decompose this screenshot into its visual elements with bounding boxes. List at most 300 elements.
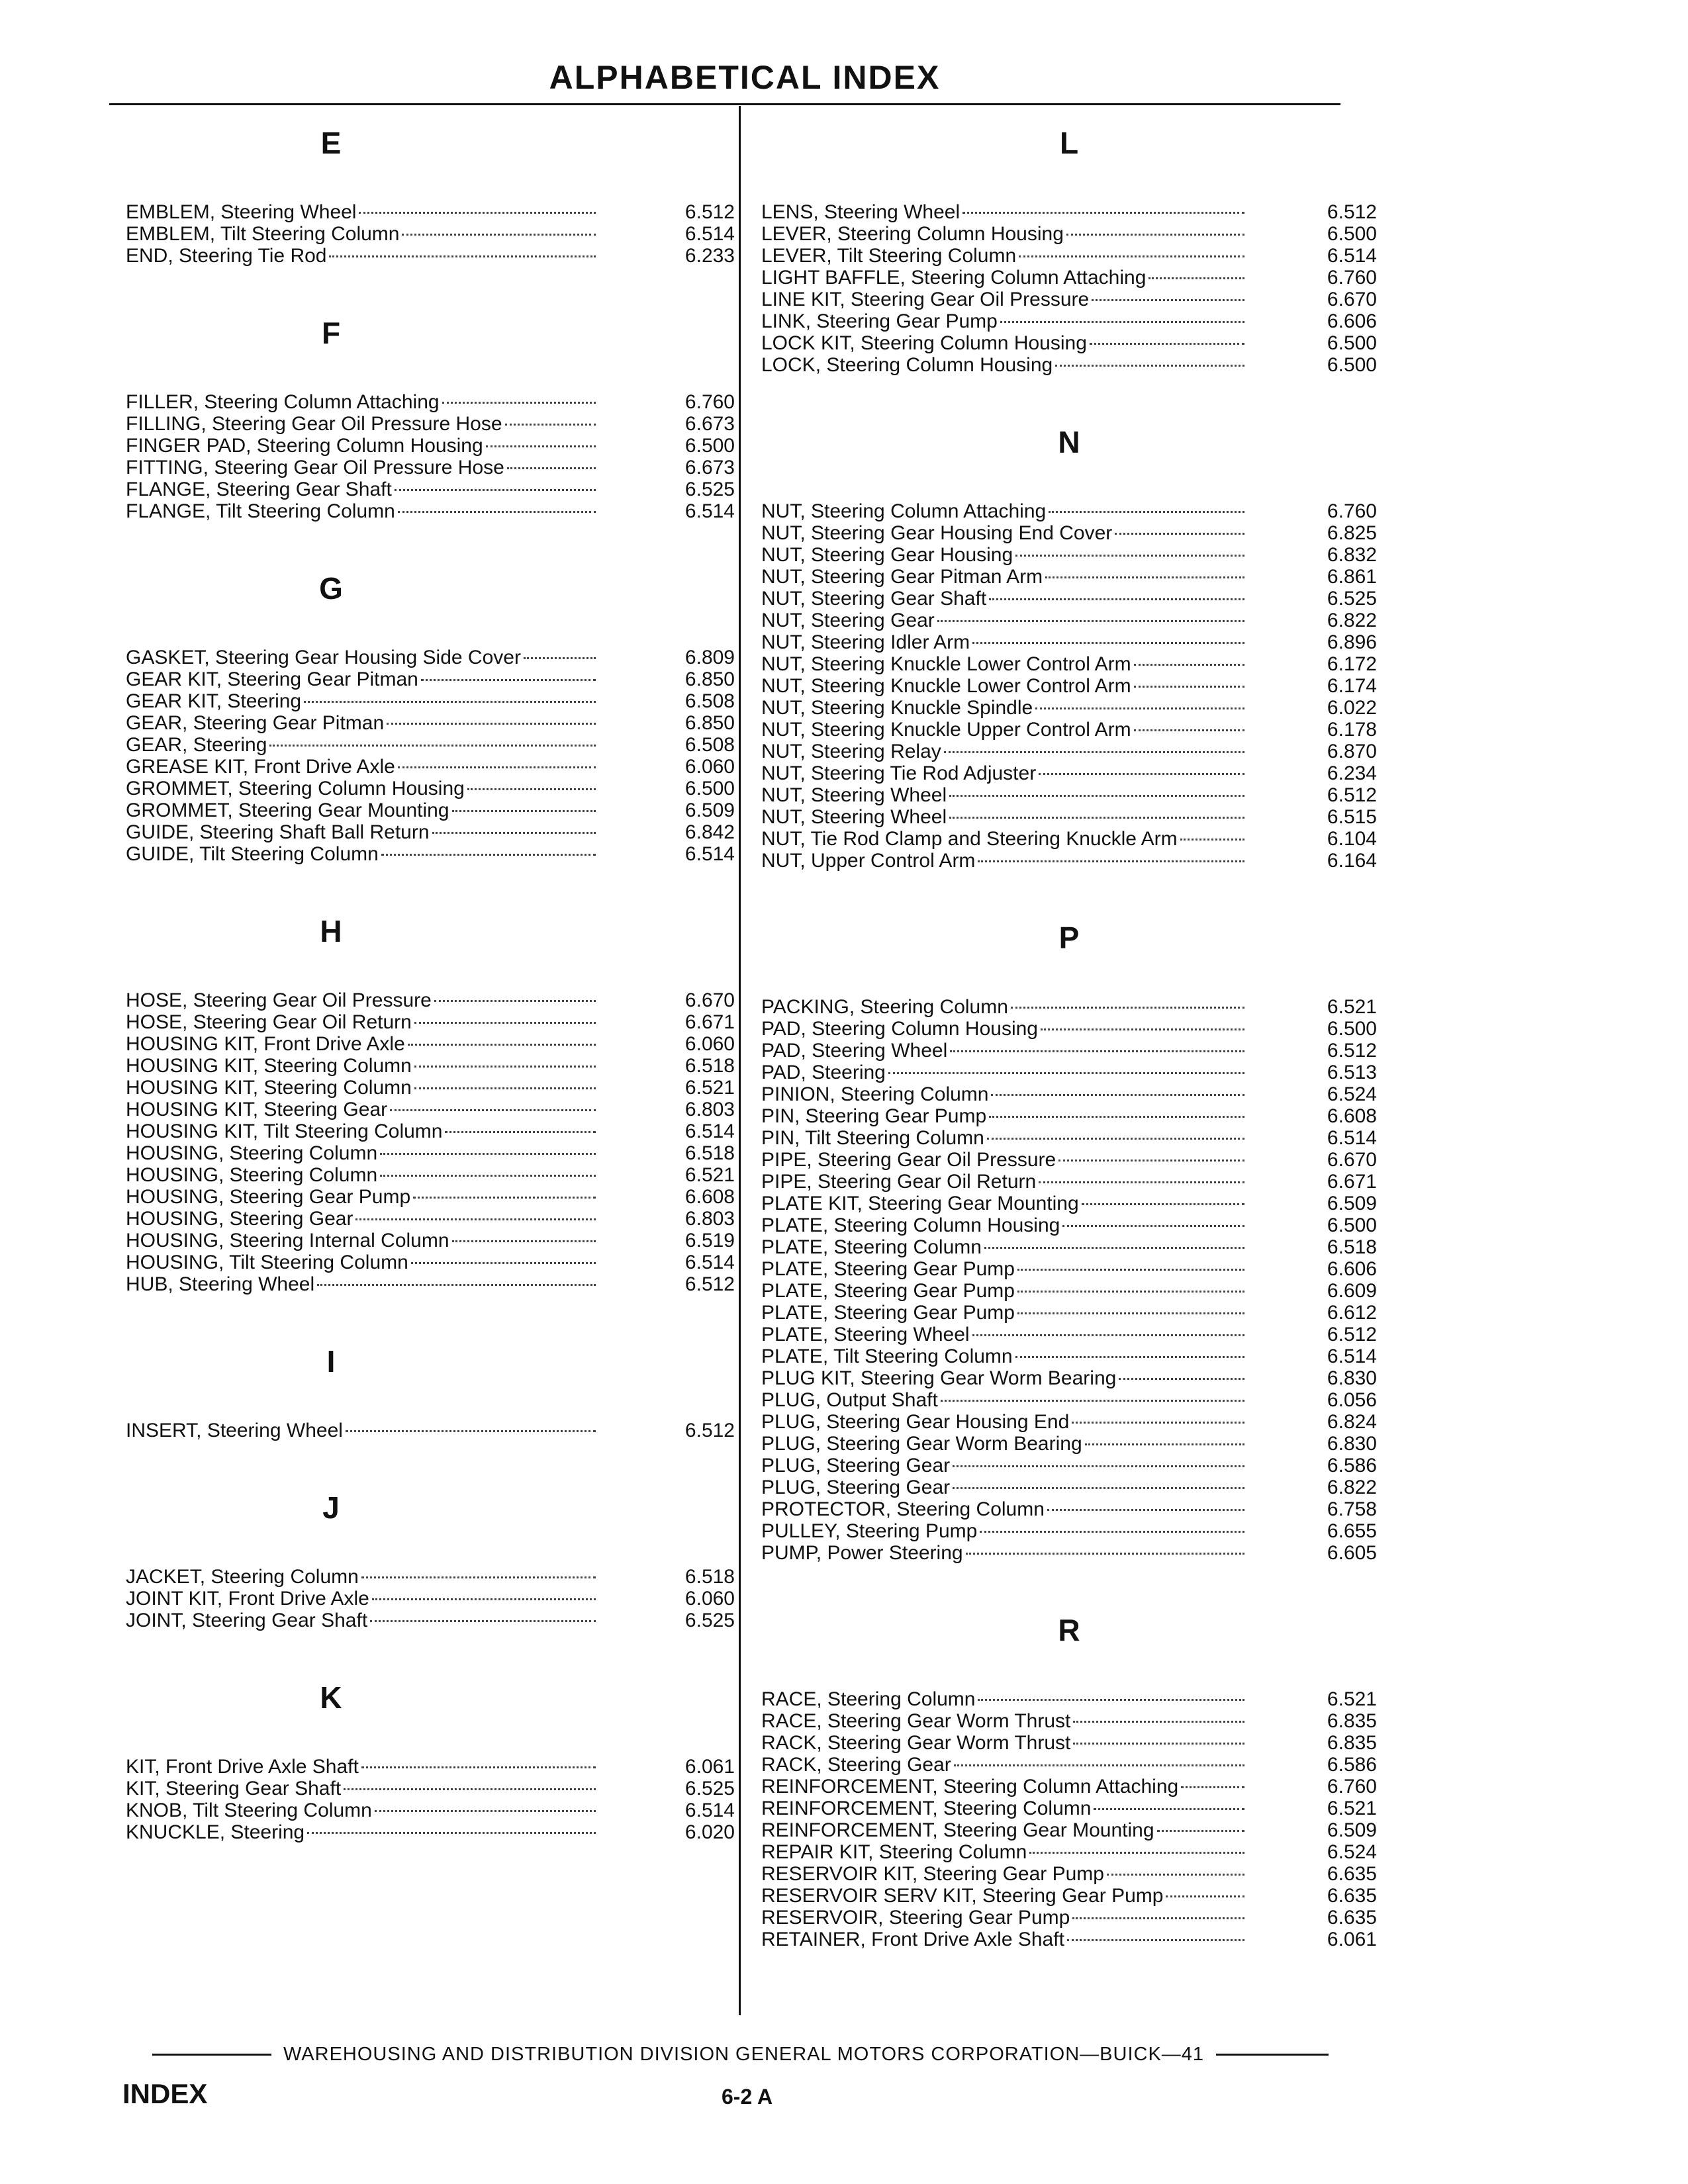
- dot-leader: [1058, 1160, 1244, 1161]
- entry-name: GEAR, Steering: [126, 734, 267, 756]
- index-entry: [761, 610, 1377, 631]
- dot-leader: [1019, 255, 1244, 257]
- index-entry: [126, 690, 735, 712]
- dot-leader: [991, 1094, 1244, 1096]
- index-entry: [761, 1477, 1377, 1498]
- index-entry: [761, 1863, 1377, 1885]
- entry-page-number: 6.508: [684, 734, 735, 756]
- dot-leader: [408, 1044, 596, 1046]
- entry-page-number: 6.512: [684, 1273, 735, 1295]
- index-entry: [126, 1799, 735, 1821]
- index-entry: [126, 1120, 735, 1142]
- index-entry: [761, 1083, 1377, 1105]
- entry-page-number: 6.525: [1327, 588, 1377, 610]
- entry-page-number: 6.056: [1327, 1389, 1377, 1411]
- entry-name: RACE, Steering Gear Worm Thrust: [761, 1710, 1071, 1732]
- entry-page-number: 6.500: [684, 778, 735, 799]
- index-entry: [126, 712, 735, 734]
- entry-name: PAD, Steering: [761, 1062, 886, 1083]
- index-entry: [126, 500, 735, 522]
- entry-list: [126, 391, 735, 522]
- index-entry: [126, 1011, 735, 1033]
- index-entry: [761, 828, 1377, 850]
- entry-name: RESERVOIR SERV KIT, Steering Gear Pump: [761, 1885, 1164, 1907]
- entry-name: KIT, Steering Gear Shaft: [126, 1778, 342, 1799]
- entry-page-number: 6.758: [1327, 1498, 1377, 1520]
- index-entry: [126, 1142, 735, 1164]
- index-entry: [761, 566, 1377, 588]
- index-entry: [126, 413, 735, 435]
- index-entry: [761, 719, 1377, 741]
- entry-name: REINFORCEMENT, Steering Column: [761, 1797, 1092, 1819]
- entry-page-number: 6.514: [684, 1251, 735, 1273]
- entry-name: NUT, Steering Wheel: [761, 806, 947, 828]
- section-letter: H: [320, 914, 342, 948]
- index-entry: [761, 522, 1377, 544]
- dot-leader: [375, 1810, 596, 1812]
- entry-page-number: 6.060: [684, 1588, 735, 1610]
- dot-leader: [395, 489, 596, 491]
- index-entry: [761, 675, 1377, 697]
- entry-page-number: 6.060: [684, 756, 735, 778]
- dot-leader: [1082, 1203, 1244, 1205]
- dot-leader: [411, 1262, 596, 1264]
- index-entry: [126, 989, 735, 1011]
- entry-page-number: 6.850: [684, 668, 735, 690]
- dot-leader: [937, 620, 1244, 622]
- dot-leader: [370, 1620, 596, 1622]
- entry-page-number: 6.760: [1327, 500, 1377, 522]
- entry-list: [126, 989, 735, 1295]
- entry-name: PULLEY, Steering Pump: [761, 1520, 978, 1542]
- index-entry: [761, 1776, 1377, 1797]
- dot-leader: [987, 1138, 1244, 1140]
- entry-page-number: 6.830: [1327, 1433, 1377, 1455]
- dot-leader: [989, 1116, 1244, 1118]
- entry-name: NUT, Steering Column Attaching: [761, 500, 1047, 522]
- entry-name: HOUSING, Steering Internal Column: [126, 1230, 449, 1251]
- entry-name: RESERVOIR, Steering Gear Pump: [761, 1907, 1070, 1929]
- entry-name: PLUG, Steering Gear Worm Bearing: [761, 1433, 1082, 1455]
- entry-name: GROMMET, Steering Gear Mounting: [126, 799, 449, 821]
- entry-name: PACKING, Steering Column: [761, 996, 1008, 1018]
- entry-page-number: 6.842: [684, 821, 735, 843]
- entry-name: GUIDE, Tilt Steering Column: [126, 843, 379, 865]
- dot-leader: [1134, 729, 1244, 731]
- dot-leader: [984, 1247, 1244, 1249]
- entry-page-number: 6.609: [1327, 1280, 1377, 1302]
- dot-leader: [978, 1699, 1244, 1701]
- dot-leader: [888, 1072, 1244, 1074]
- entry-name: END, Steering Tie Rod: [126, 245, 327, 267]
- dot-leader: [402, 234, 596, 236]
- entry-page-number: 6.586: [1327, 1455, 1377, 1477]
- index-entry: [761, 1171, 1377, 1193]
- entry-page-number: 6.861: [1327, 566, 1377, 588]
- entry-page-number: 6.670: [1327, 1149, 1377, 1171]
- entry-list: [126, 1420, 735, 1441]
- entry-name: LENS, Steering Wheel: [761, 201, 961, 223]
- entry-name: LEVER, Steering Column Housing: [761, 223, 1064, 245]
- entry-page-number: 6.518: [684, 1566, 735, 1588]
- left-index-column: [126, 119, 735, 1843]
- entry-name: HOUSING KIT, Steering Gear: [126, 1099, 388, 1120]
- entry-name: GASKET, Steering Gear Housing Side Cover: [126, 647, 521, 668]
- entry-page-number: 6.525: [684, 1778, 735, 1799]
- entry-page-number: 6.896: [1327, 631, 1377, 653]
- index-entry: [761, 1433, 1377, 1455]
- dot-leader: [346, 1430, 596, 1432]
- section-letter: L: [1059, 126, 1079, 160]
- dot-leader: [1000, 321, 1244, 323]
- entry-page-number: 6.825: [1327, 522, 1377, 544]
- entry-name: NUT, Steering Gear Shaft: [761, 588, 987, 610]
- dot-leader: [1039, 773, 1244, 775]
- index-entry: [126, 457, 735, 478]
- entry-name: PIN, Tilt Steering Column: [761, 1127, 984, 1149]
- index-section-f: [126, 309, 735, 522]
- dot-leader: [387, 723, 596, 725]
- index-entry: [761, 1885, 1377, 1907]
- index-entry: [126, 223, 735, 245]
- index-section-l: [761, 119, 1377, 376]
- entry-page-number: 6.809: [684, 647, 735, 668]
- entry-page-number: 6.670: [1327, 289, 1377, 310]
- dot-leader: [381, 854, 596, 856]
- dot-leader: [390, 1109, 596, 1111]
- index-entry: [126, 821, 735, 843]
- section-letter: K: [320, 1680, 342, 1715]
- entry-name: JACKET, Steering Column: [126, 1566, 359, 1588]
- entry-page-number: 6.608: [1327, 1105, 1377, 1127]
- entry-page-number: 6.521: [1327, 996, 1377, 1018]
- index-entry: [126, 391, 735, 413]
- index-entry: [126, 756, 735, 778]
- dot-leader: [413, 1197, 596, 1199]
- entry-name: KNUCKLE, Steering: [126, 1821, 305, 1843]
- entry-name: HOUSING KIT, Front Drive Axle: [126, 1033, 405, 1055]
- index-entry: [761, 223, 1377, 245]
- entry-name: HOUSING, Tilt Steering Column: [126, 1251, 408, 1273]
- entry-name: HOUSING KIT, Steering Column: [126, 1077, 412, 1099]
- dot-leader: [1134, 686, 1244, 688]
- index-entry: [126, 201, 735, 223]
- index-entry: [126, 435, 735, 457]
- entry-page-number: 6.673: [684, 457, 735, 478]
- entry-name: NUT, Steering Knuckle Lower Control Arm: [761, 675, 1131, 697]
- dot-leader: [1094, 1808, 1244, 1810]
- entry-name: HOSE, Steering Gear Oil Pressure: [126, 989, 432, 1011]
- entry-list: [761, 201, 1377, 376]
- index-entry: [761, 1367, 1377, 1389]
- index-entry: [761, 1819, 1377, 1841]
- index-entry: [761, 354, 1377, 376]
- entry-name: PLUG KIT, Steering Gear Worm Bearing: [761, 1367, 1117, 1389]
- entry-page-number: 6.832: [1327, 544, 1377, 566]
- entry-page-number: 6.612: [1327, 1302, 1377, 1324]
- dot-leader: [950, 1050, 1244, 1052]
- entry-list: [761, 996, 1377, 1564]
- entry-name: RACK, Steering Gear: [761, 1754, 951, 1776]
- dot-leader: [1049, 511, 1244, 513]
- entry-list: [126, 1566, 735, 1631]
- entry-page-number: 6.850: [684, 712, 735, 734]
- entry-page-number: 6.605: [1327, 1542, 1377, 1564]
- entry-page-number: 6.500: [684, 435, 735, 457]
- dot-leader: [962, 212, 1244, 214]
- entry-name: EMBLEM, Steering Wheel: [126, 201, 357, 223]
- index-entry: [761, 850, 1377, 872]
- entry-name: HOUSING, Steering Gear Pump: [126, 1186, 411, 1208]
- dot-leader: [380, 1175, 596, 1177]
- index-section-n: [761, 418, 1377, 872]
- dot-leader: [1015, 555, 1244, 557]
- entry-page-number: 6.234: [1327, 762, 1377, 784]
- right-index-column: [761, 119, 1377, 1950]
- index-entry: [761, 245, 1377, 267]
- dot-leader: [972, 642, 1244, 644]
- dot-leader: [361, 1576, 596, 1578]
- entry-page-number: 6.514: [684, 843, 735, 865]
- entry-name: PIPE, Steering Gear Oil Pressure: [761, 1149, 1056, 1171]
- index-entry: [126, 1420, 735, 1441]
- dot-leader: [307, 1832, 596, 1834]
- dot-leader: [1180, 839, 1244, 841]
- index-entry: [761, 784, 1377, 806]
- dot-leader: [269, 745, 596, 747]
- footer-section-label: INDEX: [122, 2078, 208, 2109]
- entry-page-number: 6.824: [1327, 1411, 1377, 1433]
- entry-page-number: 6.822: [1327, 610, 1377, 631]
- dot-leader: [1067, 1939, 1244, 1941]
- dot-leader: [507, 467, 596, 469]
- entry-name: LIGHT BAFFLE, Steering Column Attaching: [761, 267, 1147, 289]
- column-divider: [739, 106, 741, 2015]
- dot-leader: [1073, 1721, 1244, 1723]
- entry-name: LEVER, Tilt Steering Column: [761, 245, 1017, 267]
- entry-page-number: 6.512: [684, 201, 735, 223]
- entry-page-number: 6.514: [684, 500, 735, 522]
- entry-name: HOUSING KIT, Tilt Steering Column: [126, 1120, 443, 1142]
- index-entry: [761, 1302, 1377, 1324]
- index-entry: [126, 1230, 735, 1251]
- entry-page-number: 6.174: [1327, 675, 1377, 697]
- entry-page-number: 6.803: [684, 1208, 735, 1230]
- entry-page-number: 6.519: [684, 1230, 735, 1251]
- entry-name: FLANGE, Tilt Steering Column: [126, 500, 395, 522]
- entry-name: REINFORCEMENT, Steering Column Attaching: [761, 1776, 1179, 1797]
- entry-name: NUT, Steering Gear Housing: [761, 544, 1013, 566]
- entry-name: FILLER, Steering Column Attaching: [126, 391, 440, 413]
- entry-name: NUT, Steering Wheel: [761, 784, 947, 806]
- dot-leader: [1055, 365, 1244, 367]
- index-entry: [126, 1033, 735, 1055]
- dot-leader: [966, 1553, 1244, 1555]
- entry-page-number: 6.500: [1327, 1214, 1377, 1236]
- entry-name: HOSE, Steering Gear Oil Return: [126, 1011, 412, 1033]
- entry-name: EMBLEM, Tilt Steering Column: [126, 223, 400, 245]
- entry-page-number: 6.521: [684, 1164, 735, 1186]
- dot-leader: [1029, 1852, 1244, 1854]
- index-entry: [761, 1127, 1377, 1149]
- dot-leader: [944, 751, 1244, 753]
- index-entry: [761, 1018, 1377, 1040]
- index-entry: [761, 741, 1377, 762]
- dot-leader: [414, 1022, 596, 1024]
- entry-page-number: 6.671: [684, 1011, 735, 1033]
- footer-page-number: 6-2 A: [722, 2085, 773, 2109]
- entry-page-number: 6.521: [684, 1077, 735, 1099]
- dot-leader: [1149, 277, 1244, 279]
- entry-name: KIT, Front Drive Axle Shaft: [126, 1756, 359, 1778]
- entry-name: FILLING, Steering Gear Oil Pressure Hose: [126, 413, 502, 435]
- dot-leader: [355, 1218, 596, 1220]
- entry-name: GROMMET, Steering Column Housing: [126, 778, 465, 799]
- index-entry: [126, 1588, 735, 1610]
- entry-name: LINK, Steering Gear Pump: [761, 310, 998, 332]
- entry-name: JOINT KIT, Front Drive Axle: [126, 1588, 369, 1610]
- entry-name: HOUSING, Steering Column: [126, 1164, 378, 1186]
- index-entry: [761, 631, 1377, 653]
- index-entry: [126, 478, 735, 500]
- entry-name: RACK, Steering Gear Worm Thrust: [761, 1732, 1071, 1754]
- index-entry: [761, 1214, 1377, 1236]
- dot-leader: [421, 679, 596, 681]
- entry-name: PLUG, Steering Gear Housing End: [761, 1411, 1070, 1433]
- entry-page-number: 6.512: [684, 1420, 735, 1441]
- index-entry: [761, 267, 1377, 289]
- entry-page-number: 6.514: [684, 1120, 735, 1142]
- dot-leader: [445, 1131, 596, 1133]
- index-entry: [126, 734, 735, 756]
- index-entry: [761, 1193, 1377, 1214]
- footer-division-text: WAREHOUSING AND DISTRIBUTION DIVISION GENERAL MOTORS CORPORATION—BUICK—41: [283, 2044, 1205, 2065]
- index-section-j: [126, 1484, 735, 1631]
- dot-leader: [1011, 1007, 1244, 1009]
- index-entry: [126, 1756, 735, 1778]
- index-entry: [761, 1105, 1377, 1127]
- entry-page-number: 6.835: [1327, 1710, 1377, 1732]
- entry-name: HUB, Steering Wheel: [126, 1273, 315, 1295]
- index-entry: [761, 1688, 1377, 1710]
- entry-name: PLATE, Steering Column: [761, 1236, 982, 1258]
- entry-name: NUT, Steering Gear: [761, 610, 935, 631]
- dot-leader: [1085, 1443, 1244, 1445]
- entry-page-number: 6.586: [1327, 1754, 1377, 1776]
- entry-name: PLUG, Steering Gear: [761, 1455, 951, 1477]
- entry-name: HOUSING, Steering Gear: [126, 1208, 353, 1230]
- dot-leader: [1017, 1269, 1244, 1271]
- entry-name: FITTING, Steering Gear Oil Pressure Hose: [126, 457, 504, 478]
- section-letter: P: [1058, 921, 1080, 955]
- entry-page-number: 6.514: [1327, 1127, 1377, 1149]
- dot-leader: [304, 701, 596, 703]
- index-entry: [126, 1821, 735, 1843]
- dot-leader: [398, 511, 596, 513]
- index-entry: [761, 1754, 1377, 1776]
- dot-leader: [452, 1240, 596, 1242]
- index-entry: [126, 1208, 735, 1230]
- entry-name: PLATE, Steering Column Housing: [761, 1214, 1060, 1236]
- entry-page-number: 6.500: [1327, 223, 1377, 245]
- entry-name: PLATE, Steering Wheel: [761, 1324, 970, 1345]
- entry-name: NUT, Tie Rod Clamp and Steering Knuckle Arm: [761, 828, 1178, 850]
- entry-page-number: 6.822: [1327, 1477, 1377, 1498]
- dot-leader: [524, 657, 596, 659]
- entry-page-number: 6.512: [1327, 1324, 1377, 1345]
- dot-leader: [372, 1598, 596, 1600]
- entry-name: PIPE, Steering Gear Oil Return: [761, 1171, 1037, 1193]
- entry-page-number: 6.509: [1327, 1819, 1377, 1841]
- entry-page-number: 6.524: [1327, 1841, 1377, 1863]
- section-letter: I: [326, 1344, 336, 1379]
- index-entry: [126, 1077, 735, 1099]
- dot-leader: [972, 1334, 1244, 1336]
- dot-leader: [1066, 234, 1244, 236]
- entry-page-number: 6.515: [1327, 806, 1377, 828]
- entry-page-number: 6.830: [1327, 1367, 1377, 1389]
- entry-name: FLANGE, Steering Gear Shaft: [126, 478, 392, 500]
- entry-page-number: 6.608: [684, 1186, 735, 1208]
- dot-leader: [1115, 533, 1244, 535]
- entry-page-number: 6.521: [1327, 1688, 1377, 1710]
- dot-leader: [1041, 1028, 1244, 1030]
- dot-leader: [1047, 1509, 1244, 1511]
- dot-leader: [467, 788, 596, 790]
- dot-leader: [505, 424, 596, 426]
- entry-page-number: 6.606: [1327, 1258, 1377, 1280]
- footer-rule-right: [1216, 2054, 1329, 2056]
- section-letter: G: [319, 571, 343, 606]
- dot-leader: [452, 810, 596, 812]
- dot-leader: [329, 255, 596, 257]
- index-entry: [761, 332, 1377, 354]
- index-entry: [126, 668, 735, 690]
- index-entry: [126, 843, 735, 865]
- dot-leader: [941, 1400, 1244, 1402]
- index-entry: [126, 799, 735, 821]
- entry-page-number: 6.508: [684, 690, 735, 712]
- index-entry: [126, 1164, 735, 1186]
- dot-leader: [317, 1284, 596, 1286]
- index-entry: [761, 1455, 1377, 1477]
- index-entry: [126, 1566, 735, 1588]
- entry-name: REINFORCEMENT, Steering Gear Mounting: [761, 1819, 1154, 1841]
- entry-name: HOUSING KIT, Steering Column: [126, 1055, 412, 1077]
- dot-leader: [978, 860, 1244, 862]
- section-letter: R: [1058, 1613, 1080, 1647]
- index-entry: [761, 1710, 1377, 1732]
- entry-list: [126, 647, 735, 865]
- entry-name: LOCK KIT, Steering Column Housing: [761, 332, 1087, 354]
- dot-leader: [949, 795, 1244, 797]
- entry-name: NUT, Upper Control Arm: [761, 850, 976, 872]
- title-rule: [109, 103, 1340, 105]
- entry-page-number: 6.022: [1327, 697, 1377, 719]
- dot-leader: [442, 402, 596, 404]
- index-entry: [761, 1040, 1377, 1062]
- dot-leader: [1039, 1181, 1244, 1183]
- index-entry: [761, 1345, 1377, 1367]
- index-entry: [761, 201, 1377, 223]
- dot-leader: [980, 1531, 1244, 1533]
- index-entry: [761, 1411, 1377, 1433]
- index-entry: [126, 1055, 735, 1077]
- entry-name: PLATE, Steering Gear Pump: [761, 1302, 1015, 1324]
- dot-leader: [953, 1487, 1244, 1489]
- dot-leader: [1157, 1830, 1244, 1832]
- entry-name: PAD, Steering Wheel: [761, 1040, 948, 1062]
